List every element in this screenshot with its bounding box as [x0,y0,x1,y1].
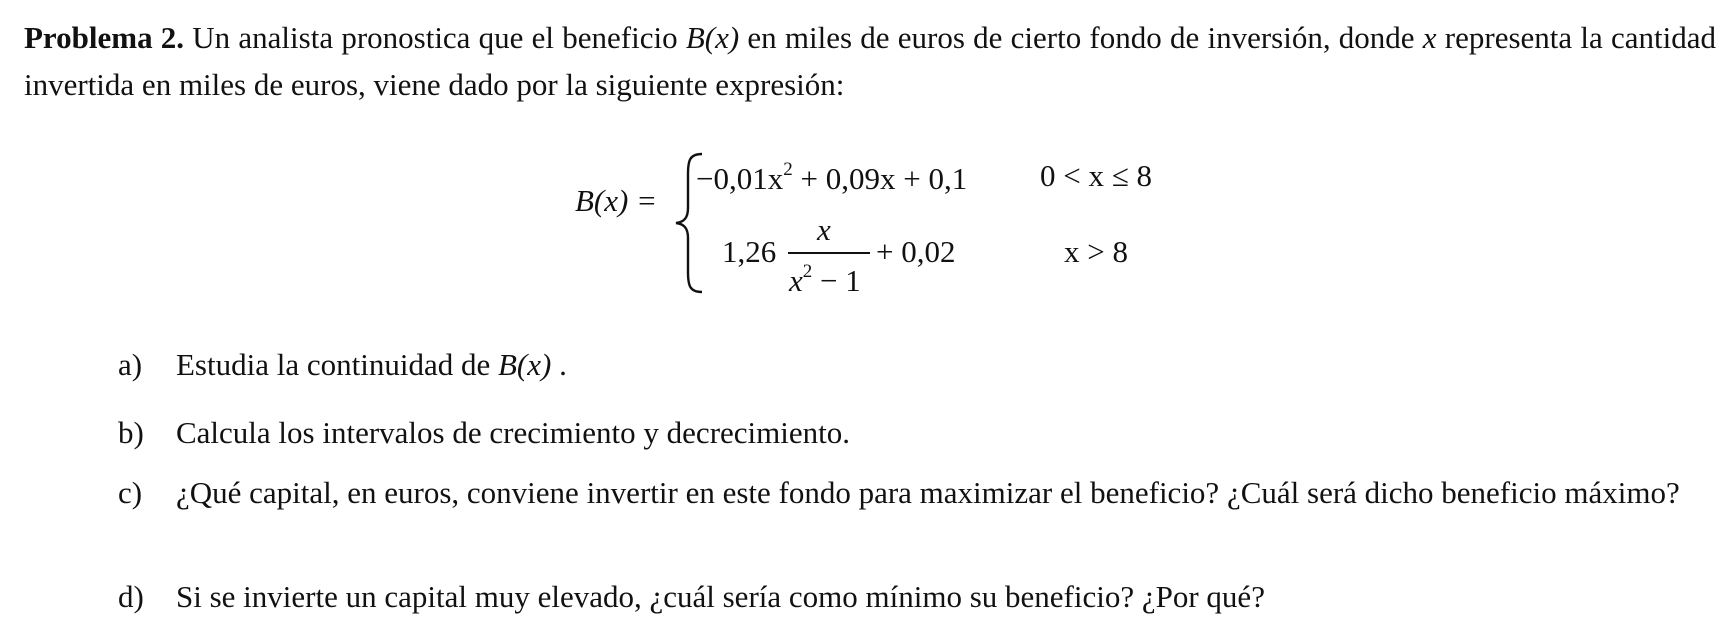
case2-den-rest: − 1 [812,263,861,298]
intro-text-c: representa la cantidad invertida en miles de euros, viene dado por la siguiente expresión: [24,20,1716,102]
piecewise-formula [0,0,1734,310]
question-letter: a) [118,347,143,382]
question-text [176,343,1716,387]
question-text: Calcula los intervalos de crecimiento y decrecimiento. [176,415,850,450]
question-a-text-b: . [551,347,567,382]
problem-title: Problema 2. [24,20,185,55]
case2-coefficient: 1,26 [722,234,777,269]
fraction-bar [788,252,870,254]
question-letter: d) [118,579,144,614]
case2-den-var: x [789,263,803,298]
question-text: Si se invierte un capital muy elevado, ¿cuál sería como mínimo su beneficio? ¿Por qué? [176,579,1265,614]
case1-term-b: + 0,09x + 0,1 [792,161,968,196]
intro-text-a: Un analista pronostica que el beneficio [184,20,686,55]
case2-denominator [789,262,861,296]
case1-condition: 0 < x ≤ 8 [1040,158,1152,193]
case1-expression [696,160,967,194]
question-a-function: B(x) [497,347,552,382]
case2-numerator: x [817,212,831,247]
question-a-text-a: Estudia la continuidad de [176,347,498,382]
question-letter: b) [118,415,144,450]
case2-den-exponent: 2 [802,261,813,282]
case2-condition: x > 8 [1064,234,1128,269]
case1-term-a: −0,01x [696,161,784,196]
intro-variable: x [1422,20,1437,55]
case1-exponent: 2 [783,159,793,180]
case2-tail: + 0,02 [876,234,956,269]
formula-lhs: B(x) = [575,183,658,218]
intro-text-b: en miles de euros de cierto fondo de inversión, donde [739,20,1423,55]
intro-function-name: B(x) [685,20,740,55]
question-letter: c) [118,475,143,510]
question-text: ¿Qué capital, en euros, conviene invertir en este fondo para maximizar el beneficio? ¿Cuál será dicho beneficio máximo? [176,475,1680,510]
